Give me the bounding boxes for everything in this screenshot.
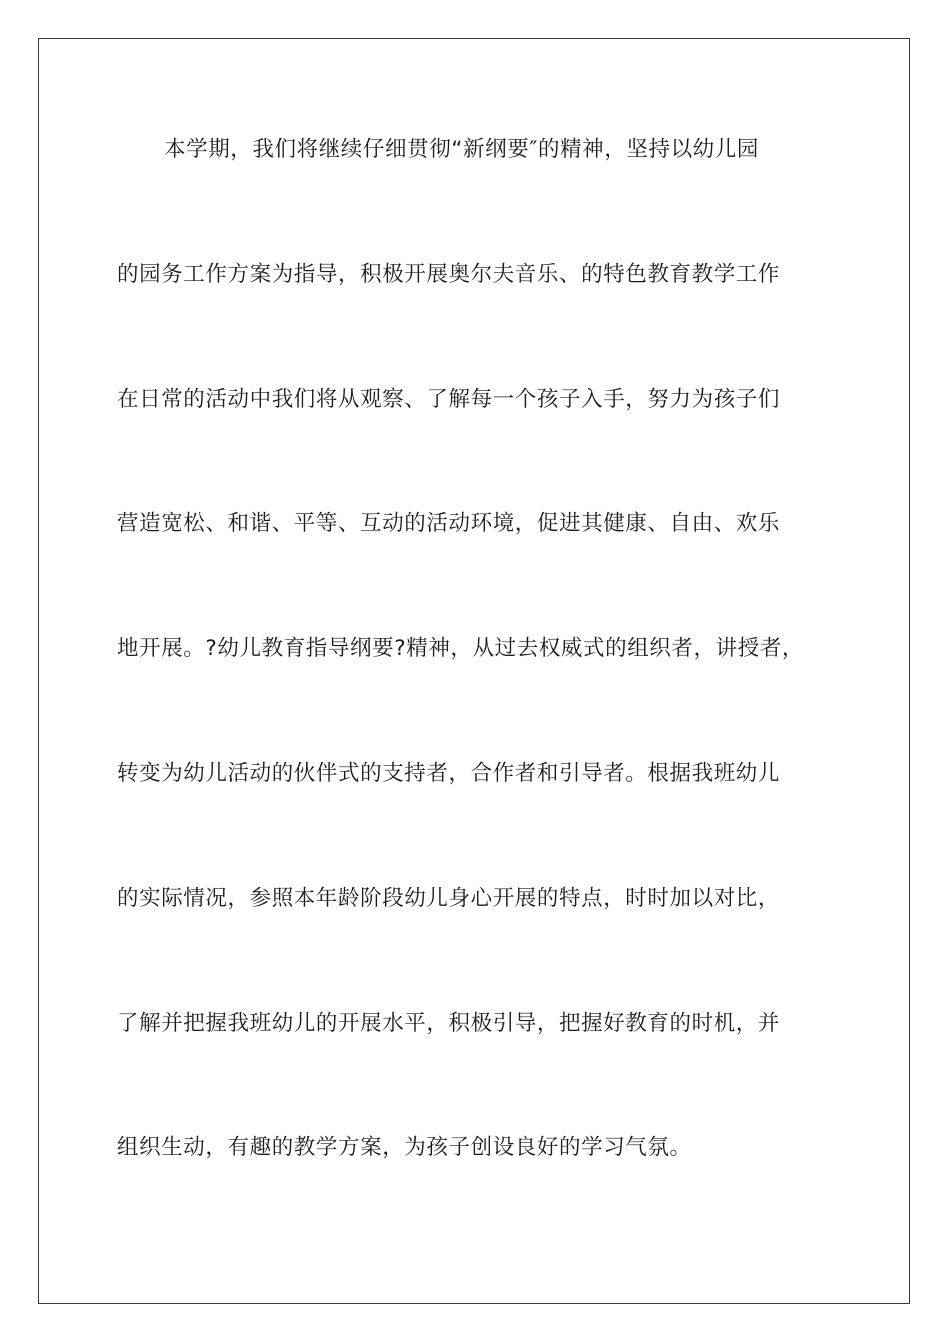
text-line: 的园务工作方案为指导，积极开展奥尔夫音乐、的特色教育教学工作 [117,262,781,287]
text-line: 了解并把握我班幼儿的开展水平，积极引导，把握好教育的时机，并 [117,1011,781,1036]
text-line: 转变为幼儿活动的伙伴式的支持者，合作者和引导者。根据我班幼儿 [117,761,781,786]
text-line: 营造宽松、和谐、平等、互动的活动环境，促进其健康、自由、欢乐 [117,511,781,536]
text-line: 地开展。?幼儿教育指导纲要?精神，从过去权威式的组织者，讲授者， [117,636,805,661]
page-border [38,38,910,1304]
text-line: 组织生动，有趣的教学方案，为孩子创设良好的学习气氛。 [117,1135,692,1160]
text-line: 在日常的活动中我们将从观察、了解每一个孩子入手，努力为孩子们 [117,387,781,412]
text-line: 本学期，我们将继续仔细贯彻“新纲要″的精神，坚持以幼儿园 [164,137,759,162]
text-line: 的实际情况，参照本年龄阶段幼儿身心开展的特点，时时加以对比， [117,886,781,911]
